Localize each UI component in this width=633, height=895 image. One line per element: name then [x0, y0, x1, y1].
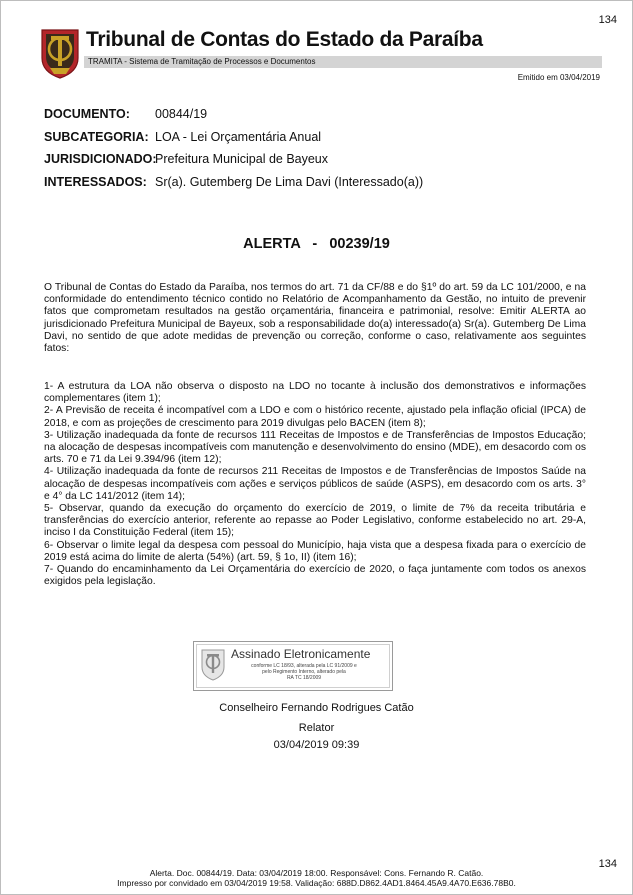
stamp-logo-icon	[201, 649, 225, 681]
list-item: 5- Observar, quando da execução do orçamento do exercício de 2019, o limite de 7% da receita tributária e transferências do exercício anterior, referente ao repasse ao Poder Legislativo, conforme estabelecido no art. 29-A, inciso I da Constituição Federal (item 15);	[44, 503, 586, 539]
meta-row-documento	[44, 107, 423, 130]
issued-date: Emitido em 03/04/2019	[517, 73, 600, 82]
alert-number: 00239/19	[329, 236, 390, 252]
page-number-top: 134	[598, 14, 617, 26]
signer-datetime: 03/04/2019 09:39	[273, 739, 360, 751]
alert-items-list	[44, 381, 586, 588]
stamp-line: pelo Regimento Interno, alterado pela	[262, 669, 346, 676]
list-item: 3- Utilização inadequada da fonte de recursos 111 Receitas de Impostos e de Transferências de Impostos Educação; na alocação de despesas incompatíveis com manutenção e desenvolvimento do ensino (MDE), em desacordo com os arts. 70 e 71 da Lei 9.394/96 (item 12);	[44, 429, 586, 466]
meta-label: INTERESSADOS:	[44, 174, 147, 189]
intro-paragraph: O Tribunal de Contas do Estado da Paraíba, nos termos do art. 71 da CF/88 e do §1º do art. 59 da LC 101/2000, e na conformidade do entendimento técnico contido no Relatório de Acompanhamento da Gestão, no intuito de prevenir fatos que comprometam resultados na gestão orçamentária, financeira e patrimonial, resolve: Emitir ALERTA ao jurisdicionado Prefeitura Municipal de Bayeux, sob a responsabilidade do(a) interessado(a) Sr(a). Gutemberg De Lima Davi, no sentido de que adote medidas de prevenção ou correção, conforme o caso, relativamente aos seguintes fatos:	[44, 282, 586, 355]
system-name-bar: TRAMITA - Sistema de Tramitação de Processos e Documentos	[84, 56, 602, 68]
meta-label: DOCUMENTO:	[44, 107, 130, 121]
stamp-legal-text	[234, 663, 374, 682]
meta-row-interessados	[44, 175, 423, 198]
page-number-bottom: 134	[598, 858, 617, 870]
tce-logo-icon	[40, 28, 80, 80]
alert-word: ALERTA	[243, 236, 301, 252]
list-item: 2- A Previsão de receita é incompatível com a LDO e com o histórico recente, ajustado pela inflação oficial (IPCA) de 2018, e com as projeções de crescimento para 2019 divulgas pelo BACEN (item 8);	[44, 405, 586, 429]
document-metadata	[44, 107, 423, 197]
meta-value: LOA - Lei Orçamentária Anual	[155, 129, 322, 144]
list-item: 7- Quando do encaminhamento da Lei Orçamentária do exercício de 2020, o faça juntamente com todos os anexos exigidos pela legislação.	[44, 564, 586, 588]
validation-footer	[0, 869, 633, 888]
stamp-title: Assinado Eletronicamente	[231, 647, 371, 661]
meta-label: SUBCATEGORIA:	[44, 129, 149, 144]
meta-value: Sr(a). Gutemberg De Lima Davi (Interessado(a))	[155, 174, 424, 189]
alert-separator: -	[312, 236, 318, 252]
meta-value: Prefeitura Municipal de Bayeux	[155, 152, 329, 166]
meta-row-jurisdicionado	[44, 152, 423, 175]
electronic-signature-stamp	[193, 641, 393, 691]
meta-value: 00844/19	[155, 107, 208, 121]
footer-line: Impresso por convidado em 03/04/2019 19:58. Validação: 688D.D862.4AD1.8464.45A9.4A70.E636.78B0.	[117, 877, 516, 888]
alert-title	[0, 236, 633, 252]
signer-name: Conselheiro Fernando Rodrigues Catão	[219, 702, 414, 714]
meta-row-subcategoria	[44, 130, 423, 153]
list-item: 4- Utilização inadequada da fonte de recursos 211 Receitas de Impostos e de Transferências de Impostos Saúde na alocação de despesas incompatíveis com ações e serviços públicos de saúde (ASPS), em desacordo com os arts. 3° e 4° da LC 141/2012 (item 14);	[44, 466, 586, 502]
stamp-line: conforme LC 18/93, alterada pela LC 91/2009 e	[251, 663, 357, 669]
footer-line: Alerta. Doc. 00844/19. Data: 03/04/2019 18:00. Responsável: Cons. Fernando R. Catão.	[149, 868, 484, 878]
list-item: 6- Observar o limite legal da despesa com pessoal do Município, haja vista que a despesa fixada para o exercício de 2019 está acima do limite de alerta (54%) (art. 59, § 1o, II) (item 16);	[44, 539, 586, 563]
list-item: 1- A estrutura da LOA não observa o disposto na LDO no tocante à inclusão dos demonstrativos e informações complementares (item 1);	[44, 381, 586, 405]
signer-role: Relator	[298, 722, 335, 734]
stamp-line: RA TC 18/2009	[286, 675, 322, 682]
meta-label: JURISDICIONADO:	[44, 152, 157, 166]
org-title: Tribunal de Contas do Estado da Paraíba	[86, 28, 483, 51]
